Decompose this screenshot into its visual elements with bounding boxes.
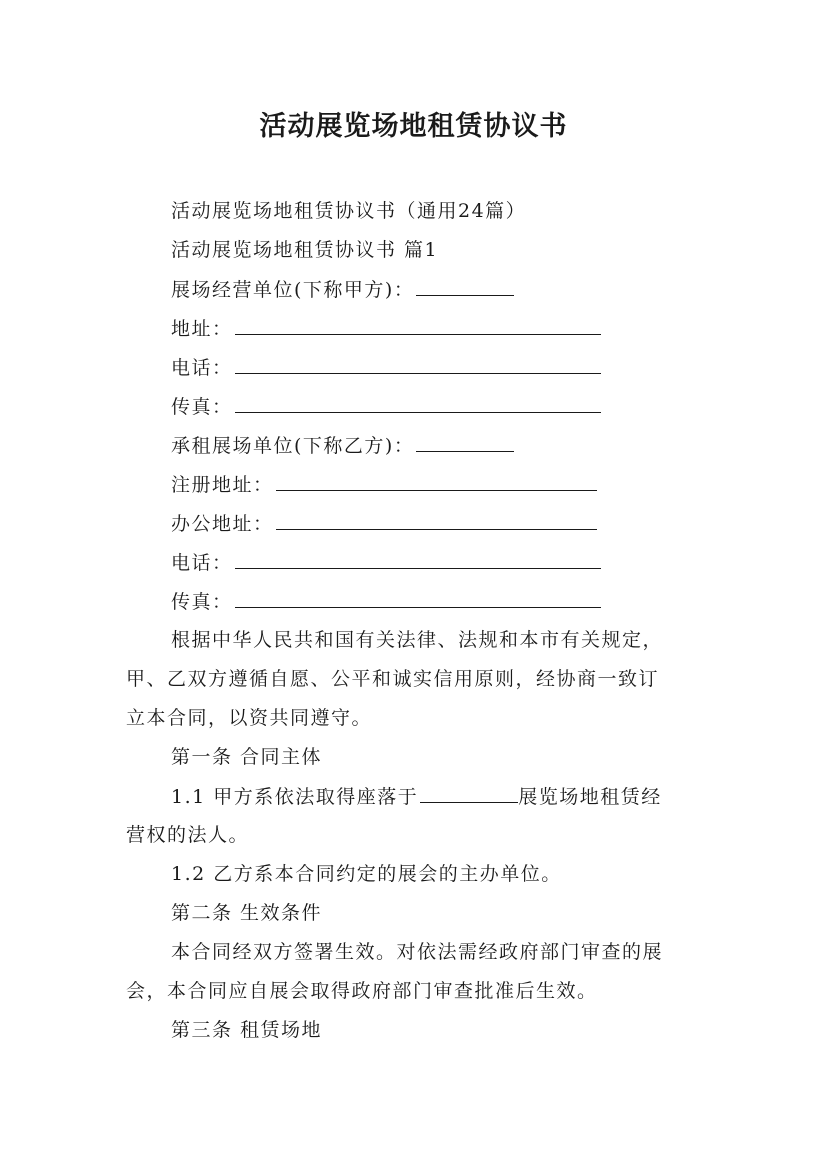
address-field bbox=[171, 316, 601, 341]
document-subtitle: 活动展览场地租赁协议书（通用24篇） bbox=[171, 200, 527, 222]
fax-blank bbox=[235, 394, 601, 413]
article-2-title: 第二条 生效条件 bbox=[171, 902, 323, 924]
fax-label-b: 传真： bbox=[171, 591, 233, 613]
office-address-label: 办公地址： bbox=[171, 513, 274, 535]
registered-address-field bbox=[171, 472, 597, 497]
party-b-label: 承租展场单位(下称乙方)： bbox=[171, 435, 415, 457]
clause-1-1 bbox=[171, 784, 662, 809]
clause-1-1-line-2: 营权的法人。 bbox=[126, 824, 250, 846]
section-heading: 活动展览场地租赁协议书 篇1 bbox=[171, 239, 439, 261]
phone-field-b bbox=[171, 550, 601, 575]
intro-line-1: 根据中华人民共和国有关法律、法规和本市有关规定， bbox=[171, 629, 664, 651]
clause-1-1-prefix: 1.1 甲方系依法取得座落于 bbox=[171, 786, 419, 808]
office-address-blank bbox=[276, 511, 597, 530]
party-a-label: 展场经营单位(下称甲方)： bbox=[171, 279, 415, 301]
phone-label-b: 电话： bbox=[171, 552, 233, 574]
registered-address-label: 注册地址： bbox=[171, 474, 274, 496]
party-a-blank bbox=[416, 277, 514, 296]
phone-label: 电话： bbox=[171, 357, 233, 379]
party-b-blank bbox=[416, 433, 514, 452]
address-blank bbox=[235, 316, 601, 335]
article-3-title: 第三条 租赁场地 bbox=[171, 1019, 323, 1041]
address-label: 地址： bbox=[171, 318, 233, 340]
phone-blank bbox=[235, 355, 601, 374]
office-address-field bbox=[171, 511, 597, 536]
phone-blank-b bbox=[235, 550, 601, 569]
article-2-line-1: 本合同经双方签署生效。对依法需经政府部门审查的展 bbox=[171, 941, 664, 963]
clause-1-1-suffix: 展览场地租赁经 bbox=[518, 786, 662, 808]
fax-field-b bbox=[171, 589, 601, 614]
document-title: 活动展览场地租赁协议书 bbox=[259, 111, 568, 142]
intro-line-2: 甲、乙双方遵循自愿、公平和诚实信用原则，经协商一致订 bbox=[126, 668, 660, 690]
article-1-title: 第一条 合同主体 bbox=[171, 746, 323, 768]
registered-address-blank bbox=[276, 472, 597, 491]
intro-line-3: 立本合同，以资共同遵守。 bbox=[126, 707, 373, 729]
clause-1-1-blank bbox=[420, 784, 518, 803]
fax-label: 传真： bbox=[171, 396, 233, 418]
phone-field bbox=[171, 355, 601, 380]
party-a-field bbox=[171, 277, 514, 302]
fax-field bbox=[171, 394, 601, 419]
clause-1-2: 1.2 乙方系本合同约定的展会的主办单位。 bbox=[171, 863, 562, 885]
fax-blank-b bbox=[235, 589, 601, 608]
party-b-field bbox=[171, 433, 514, 458]
article-2-line-2: 会，本合同应自展会取得政府部门审查批准后生效。 bbox=[126, 980, 598, 1002]
